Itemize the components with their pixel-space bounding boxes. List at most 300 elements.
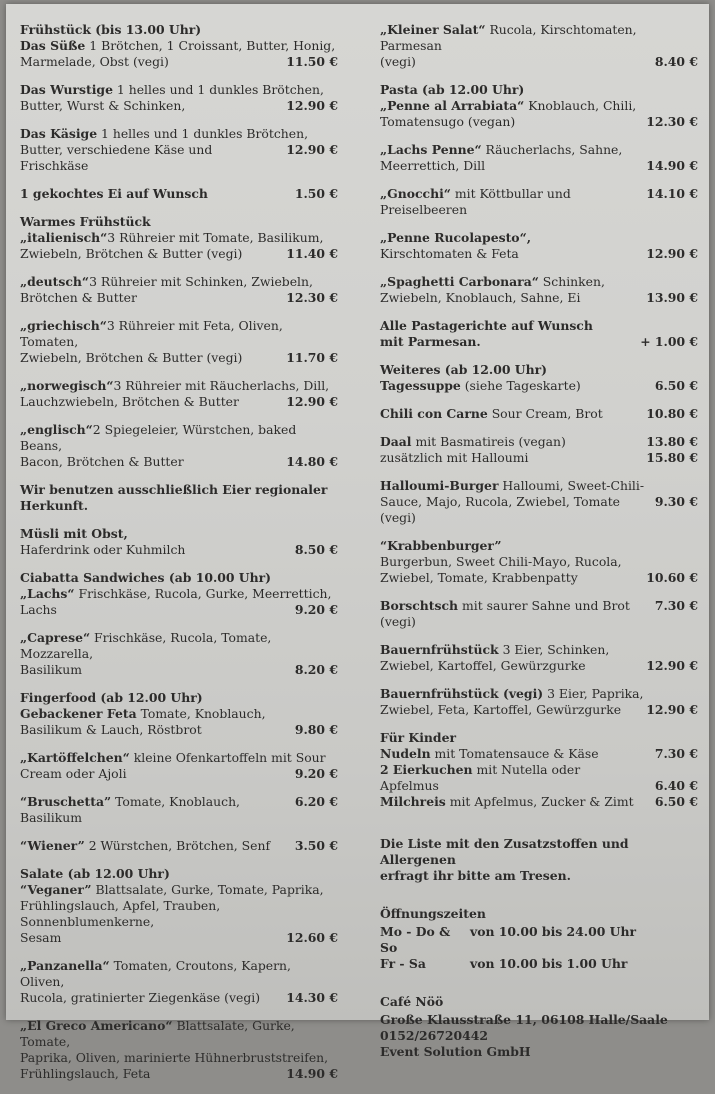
menu-item-name: Gebackener Feta (20, 706, 137, 721)
contact-line: 0152/26720442 (380, 1028, 488, 1043)
menu-item-price: 9.20 € (294, 766, 338, 781)
menu-item-price: 14.30 € (286, 990, 338, 1005)
menu-item-text (20, 318, 338, 350)
menu-item (20, 274, 338, 306)
kids-section (380, 730, 698, 810)
menu-item-name: Borschtsch (380, 598, 459, 613)
menu-item-line (20, 350, 338, 366)
menu-item-price: 7.30 € (654, 746, 698, 761)
menu-item-name: „italienisch“ (20, 230, 108, 245)
menu-item-price: 8.50 € (294, 542, 338, 557)
menu-item-line (20, 246, 338, 262)
menu-item-text (20, 882, 338, 898)
menu-item-desc: Butter, Wurst & Schinken, (20, 98, 186, 113)
menu-item-desc: kleine Ofenkartoffeln mit Sour (129, 750, 326, 765)
menu-item-desc: Tomatensugo (vegan) (380, 114, 516, 129)
menu-item-text (20, 750, 338, 766)
menu-item (20, 750, 338, 782)
menu-item-line (380, 334, 698, 350)
menu-item-text (380, 746, 649, 762)
menu-item-price: 11.40 € (286, 246, 338, 261)
menu-item-desc: Tomate, Knoblauch, Basilikum (20, 794, 240, 825)
menu-item-name: “Bruschetta” (20, 794, 112, 809)
menu-item-desc: Haferdrink oder Kuhmilch (20, 542, 186, 557)
menu-item-name: „Penne al Arrabiata“ (380, 98, 525, 113)
menu-item-desc: Frühlingslauch, Apfel, Trauben, Sonnenblumenkerne, (20, 898, 221, 929)
menu-item-price: 1.50 € (294, 186, 338, 201)
menu-item-line (20, 586, 338, 602)
menu-item-line (20, 378, 338, 394)
menu-item-text (20, 82, 338, 98)
menu-item-desc: Zwiebel, Kartoffel, Gewürzgurke (380, 658, 586, 673)
menu-item-line (380, 794, 698, 810)
menu-item-line (380, 406, 698, 422)
menu-item-line (380, 290, 698, 306)
contact-line: Große Klausstraße 11, 06108 Halle/Saale (380, 1012, 668, 1027)
menu-item-name: “Wiener” (20, 838, 85, 853)
menu-item (380, 230, 698, 262)
menu-item-line (20, 630, 338, 662)
menu-item-text (20, 38, 338, 54)
menu-item-desc: Frischkäse, Rucola, Tomate, Mozzarella, (20, 630, 272, 661)
contact-line: Event Solution GmbH (380, 1044, 531, 1059)
menu-item-line (380, 598, 698, 630)
menu-item-price: 6.50 € (654, 794, 698, 809)
menu-item-desc: mit Apfelmus, Zucker & Zimt (445, 794, 634, 809)
menu-item-price: 6.40 € (654, 778, 698, 793)
menu-item-price: 12.90 € (646, 246, 698, 261)
menu-item-desc: Zwiebeln, Brötchen & Butter (vegi) (20, 350, 243, 365)
menu-item-desc: 2 Würstchen, Brötchen, Senf (84, 838, 271, 853)
menu-item-desc: Basilikum & Lauch, Röstbrot (20, 722, 202, 737)
menu-item (380, 478, 698, 526)
section-heading: Salate (ab 12.00 Uhr) (20, 866, 170, 881)
kids-item (380, 762, 698, 794)
menu-item-name: Nudeln (380, 746, 431, 761)
menu-item-name: Daal (380, 434, 412, 449)
menu-item-desc: (siehe Tageskarte) (460, 378, 581, 393)
menu-item-desc: Frühlingslauch, Feta (20, 1066, 151, 1081)
menu-item-price: 6.20 € (294, 794, 338, 809)
menu-item-line (380, 54, 698, 70)
menu-item-line (380, 570, 698, 586)
menu-item (380, 686, 698, 718)
hours-days: Mo - Do & So (380, 924, 451, 955)
menu-item-line (20, 1066, 338, 1082)
menu-item (380, 142, 698, 174)
menu-item-line (20, 766, 338, 782)
menu-item-text (20, 838, 289, 854)
menu-item-name: Halloumi-Burger (380, 478, 499, 493)
menu-item-price: 10.60 € (646, 570, 698, 585)
menu-item-text (380, 762, 698, 778)
menu-item-desc: mit Basmatireis (vegan) (411, 434, 566, 449)
menu-item-line (20, 882, 338, 898)
menu-item-name: „Lachs Penne“ (380, 142, 482, 157)
menu-item-text (380, 434, 640, 450)
menu-item-name: „Kleiner Salat“ (380, 22, 486, 37)
menu-item-desc: 1 helles und 1 dunkles Brötchen, (112, 82, 324, 97)
section-heading: Warmes Frühstück (20, 214, 151, 229)
menu-item-name: „Gnocchi“ (380, 186, 451, 201)
menu-item-text (380, 406, 640, 422)
menu-item-line (380, 658, 698, 674)
menu-item-name: Müsli mit Obst, (20, 526, 128, 541)
menu-item-desc: mit Köttbullar und Preiselbeeren (380, 186, 571, 217)
menu-item-price: 13.90 € (646, 290, 698, 305)
menu-item-desc: Räucherlachs, Sahne, (481, 142, 623, 157)
menu-item-line (380, 318, 698, 334)
kids-item (380, 746, 698, 762)
hours-title: Öffnungszeiten (380, 906, 486, 921)
menu-item (20, 82, 338, 114)
menu-page (6, 4, 709, 1081)
menu-item (380, 598, 698, 630)
menu-item-line (380, 434, 698, 450)
menu-item-text (20, 706, 338, 722)
menu-item-price: 11.70 € (286, 350, 338, 365)
menu-item-desc: Bacon, Brötchen & Butter (20, 454, 184, 469)
menu-item-price: 3.50 € (294, 838, 338, 853)
menu-item-desc: 3 Rühreier mit Schinken, Zwiebeln, (89, 274, 313, 289)
menu-item-text (20, 586, 338, 602)
hours-days: Fr - Sa (380, 956, 426, 971)
hours-row (380, 956, 698, 972)
menu-item (380, 434, 698, 466)
menu-item-line (20, 526, 338, 542)
menu-item-price: 9.30 € (654, 494, 698, 509)
menu-item-line (380, 22, 698, 54)
menu-item-desc: 3 Rühreier mit Tomate, Basilikum, (107, 230, 324, 245)
menu-item (20, 838, 338, 854)
menu-item (380, 642, 698, 674)
menu-item-line (20, 98, 338, 114)
menu-item-text (380, 22, 698, 54)
menu-item (20, 230, 338, 262)
menu-item-name: Bauernfrühstück (vegi) (380, 686, 544, 701)
menu-item (20, 706, 338, 738)
menu-item-desc: zusätzlich mit Halloumi (380, 450, 529, 465)
menu-item (20, 318, 338, 366)
menu-item (380, 186, 698, 218)
menu-item (380, 378, 698, 394)
menu-item-text (380, 598, 649, 630)
menu-item-line (20, 38, 338, 54)
kids-item (380, 794, 698, 810)
menu-item (20, 378, 338, 410)
menu-item-price: 14.80 € (286, 454, 338, 469)
contact-line: Café Nöö (380, 994, 444, 1009)
menu-item-price: 12.90 € (286, 394, 338, 409)
menu-item-text (20, 958, 338, 990)
menu-item-price: 7.30 € (654, 598, 698, 613)
menu-item-desc: Rucola, gratinierter Ziegenkäse (vegi) (20, 990, 261, 1005)
menu-item-desc: 1 Brötchen, 1 Croissant, Butter, Honig, (85, 38, 336, 53)
menu-item-text (380, 98, 698, 114)
menu-item-desc: Sauce, Majo, Rucola, Zwiebel, Tomate (vegi) (380, 494, 621, 525)
menu-item-desc: Halloumi, Sweet-Chili- (498, 478, 645, 493)
menu-item-price: 12.90 € (286, 142, 338, 157)
menu-item-line (20, 722, 338, 738)
section-heading: Frühstück (bis 13.00 Uhr) (20, 22, 202, 37)
menu-item-name: „griechisch“ (20, 318, 107, 333)
menu-item-line (20, 958, 338, 990)
menu-item-line (20, 422, 338, 454)
menu-footer (380, 836, 698, 1060)
menu-item-desc: Blattsalate, Gurke, Tomate, Paprika, (91, 882, 324, 897)
menu-item-price: 9.20 € (294, 602, 338, 617)
section-heading: Weiteres (ab 12.00 Uhr) (380, 362, 547, 377)
menu-item-line (20, 290, 338, 306)
menu-item-desc: (vegi) (380, 54, 416, 69)
menu-item-desc: Zwiebel, Feta, Kartoffel, Gewürzgurke (380, 702, 622, 717)
menu-item (20, 422, 338, 470)
hours-row (380, 924, 698, 956)
menu-item-line (380, 554, 698, 570)
menu-item (20, 1018, 338, 1082)
menu-item-text (20, 274, 338, 290)
menu-item-name: „deutsch“ (20, 274, 90, 289)
menu-item-desc: Paprika, Oliven, marinierte Hühnerbruststreifen, (20, 1050, 329, 1065)
menu-item (380, 318, 698, 350)
menu-column-left (20, 22, 338, 1094)
hours-time: von 10.00 bis 1.00 Uhr (470, 956, 628, 971)
menu-item-text (20, 378, 338, 394)
menu-item-name: Das Wurstige (20, 82, 113, 97)
hours-time: von 10.00 bis 24.00 Uhr (470, 924, 637, 939)
menu-item-name: „Panzanella“ (20, 958, 110, 973)
menu-item-line (380, 778, 698, 794)
menu-item-desc: Basilikum (20, 662, 82, 677)
menu-item (20, 38, 338, 70)
menu-item-desc: Blattsalate, Gurke, Tomate, (20, 1018, 295, 1049)
menu-item-name: Bauernfrühstück (380, 642, 499, 657)
menu-item-line (380, 98, 698, 114)
menu-item-desc: Tomaten, Croutons, Kapern, Oliven, (20, 958, 291, 989)
menu-item-text (380, 318, 698, 334)
menu-item-desc: Lauchzwiebeln, Brötchen & Butter (20, 394, 239, 409)
menu-item-desc: mit saurer Sahne und Brot (vegi) (380, 598, 630, 629)
menu-item-desc: Knoblauch, Chili, (524, 98, 637, 113)
menu-item-line (20, 274, 338, 290)
menu-item-line (20, 794, 338, 826)
menu-item-price: 12.30 € (286, 290, 338, 305)
menu-item-text (380, 538, 698, 554)
menu-item-name: „norwegisch“ (20, 378, 114, 393)
menu-item (20, 630, 338, 678)
menu-item-name: 2 Eierkuchen (380, 762, 473, 777)
menu-item (20, 126, 338, 174)
menu-item-line (380, 142, 698, 158)
menu-item-desc: Butter, verschiedene Käse und Frischkäse (20, 142, 213, 173)
menu-item (20, 958, 338, 1006)
menu-item-line (380, 186, 698, 218)
menu-item-text (380, 478, 698, 494)
menu-item-desc: 1 helles und 1 dunkles Brötchen, (97, 126, 309, 141)
menu-item-line (380, 450, 698, 466)
menu-item-line (380, 538, 698, 554)
menu-item-name: 1 gekochtes Ei auf Wunsch (20, 186, 208, 201)
menu-item-text (380, 378, 649, 394)
menu-item-desc: Apfelmus (380, 778, 439, 793)
menu-item-line (20, 318, 338, 350)
menu-note: Wir benutzen ausschließlich Eier regionaler Herkunft. (20, 482, 328, 513)
menu-item-desc: mit Nutella oder (472, 762, 581, 777)
menu-item-desc: 2 Spiegeleier, Würstchen, baked Beans, (20, 422, 297, 453)
menu-item-line (20, 82, 338, 98)
menu-item-desc: Sesam (20, 930, 62, 945)
menu-item-text (20, 422, 338, 454)
menu-item-line (380, 746, 698, 762)
menu-item-line (20, 838, 338, 854)
menu-item (380, 538, 698, 586)
menu-item-desc: mit Parmesan. (380, 334, 481, 349)
menu-item-line (380, 702, 698, 718)
menu-item-name: „Kartöffelchen“ (20, 750, 130, 765)
menu-item-name: Das Käsige (20, 126, 98, 141)
menu-item-line (20, 230, 338, 246)
menu-item-desc: Burgerbun, Sweet Chili-Mayo, Rucola, (380, 554, 622, 569)
menu-item (380, 22, 698, 70)
menu-item-text (20, 526, 338, 542)
menu-item-line (20, 602, 338, 618)
menu-item-name: “Krabbenburger” (380, 538, 502, 553)
menu-item-name: „Lachs“ (20, 586, 75, 601)
menu-item-price: 12.90 € (646, 702, 698, 717)
menu-item-price: + 1.00 € (640, 334, 698, 349)
menu-item-price: 8.20 € (294, 662, 338, 677)
menu-item-name: „Penne Rucolapesto“, (380, 230, 532, 245)
menu-item (20, 186, 338, 202)
menu-item-price: 14.90 € (286, 1066, 338, 1081)
menu-item (20, 882, 338, 946)
menu-item-line (380, 274, 698, 290)
kids-title: Für Kinder (380, 730, 456, 745)
menu-item-line (20, 898, 338, 930)
menu-item (380, 274, 698, 306)
menu-item-desc: Zwiebel, Tomate, Krabbenpatty (380, 570, 578, 585)
menu-item-price: 12.90 € (286, 98, 338, 113)
menu-item (380, 98, 698, 130)
section-heading: Fingerfood (ab 12.00 Uhr) (20, 690, 203, 705)
menu-item-line (20, 990, 338, 1006)
menu-item-price: 9.80 € (294, 722, 338, 737)
menu-item-line (20, 706, 338, 722)
menu-item-text (20, 126, 338, 142)
menu-item-desc: mit Tomatensauce & Käse (430, 746, 599, 761)
menu-item-desc: Rucola, Kirschtomaten, Parmesan (380, 22, 637, 53)
menu-item-line (380, 642, 698, 658)
menu-item-line (20, 930, 338, 946)
menu-item-desc: Sour Cream, Brot (487, 406, 603, 421)
menu-item-line (20, 1018, 338, 1050)
menu-item (20, 794, 338, 826)
menu-item-price: 8.40 € (654, 54, 698, 69)
menu-item-desc: Tomate, Knoblauch, (136, 706, 266, 721)
menu-item-line (380, 478, 698, 494)
menu-item-line (380, 494, 698, 526)
menu-item-line (380, 686, 698, 702)
menu-item-desc: Brötchen & Butter (20, 290, 137, 305)
menu-item-name: Das Süße (20, 38, 86, 53)
menu-item-price: 15.80 € (646, 450, 698, 465)
menu-item-name: Alle Pastagerichte auf Wunsch (380, 318, 593, 333)
menu-item-desc: 3 Rühreier mit Feta, Oliven, Tomaten, (20, 318, 283, 349)
menu-item-line (20, 1050, 338, 1066)
menu-item-desc: Frischkäse, Rucola, Gurke, Meerrettich, (74, 586, 332, 601)
menu-item-desc: 3 Eier, Paprika, (543, 686, 644, 701)
menu-item-line (20, 662, 338, 678)
allergen-note-line: erfragt ihr bitte am Tresen. (380, 868, 571, 883)
menu-item-text (380, 274, 698, 290)
menu-item-name: Milchreis (380, 794, 446, 809)
menu-item-text (380, 186, 640, 218)
menu-item-price: 12.30 € (646, 114, 698, 129)
menu-column-right (380, 22, 698, 1060)
menu-item-text (380, 142, 698, 158)
menu-item-name: Chili con Carne (380, 406, 488, 421)
menu-item-price: 12.60 € (286, 930, 338, 945)
menu-item-line (20, 54, 338, 70)
menu-item-text (20, 230, 338, 246)
menu-item-name: “Veganer” (20, 882, 92, 897)
menu-item-desc: Kirschtomaten & Feta (380, 246, 519, 261)
menu-item-desc: Meerrettich, Dill (380, 158, 486, 173)
menu-item-text (20, 630, 338, 662)
menu-item (20, 526, 338, 558)
menu-item-desc: Cream oder Ajoli (20, 766, 127, 781)
menu-item-line (20, 454, 338, 470)
section-heading: Pasta (ab 12.00 Uhr) (380, 82, 525, 97)
menu-item-line (380, 114, 698, 130)
menu-item-line (380, 230, 698, 246)
menu-item (380, 406, 698, 422)
menu-item-price: 10.80 € (646, 406, 698, 421)
menu-item-desc: Schinken, (538, 274, 605, 289)
menu-item-name: „El Greco Americano“ (20, 1018, 173, 1033)
menu-item-name: „Spaghetti Carbonara“ (380, 274, 539, 289)
menu-item-text (20, 186, 289, 202)
menu-item-price: 13.80 € (646, 434, 698, 449)
menu-item-line (380, 378, 698, 394)
menu-item-desc: Zwiebeln, Knoblauch, Sahne, Ei (380, 290, 581, 305)
menu-item-name: „englisch“ (20, 422, 93, 437)
menu-item-desc: 3 Eier, Schinken, (498, 642, 610, 657)
menu-item-price: 11.50 € (286, 54, 338, 69)
menu-item-desc: Lachs (20, 602, 57, 617)
menu-item-price: 14.10 € (646, 186, 698, 201)
menu-item-text (20, 1018, 338, 1050)
menu-item-line (380, 246, 698, 262)
menu-item-line (20, 542, 338, 558)
menu-item-line (20, 126, 338, 142)
menu-item-line (20, 142, 338, 174)
menu-item-price: 6.50 € (654, 378, 698, 393)
allergen-note-line: Die Liste mit den Zusatzstoffen und Allergenen (380, 836, 629, 867)
menu-item-text (380, 686, 698, 702)
menu-item-line (20, 186, 338, 202)
menu-item-desc: 3 Rühreier mit Räucherlachs, Dill, (113, 378, 330, 393)
menu-item-text (20, 794, 289, 826)
menu-item-name: Tagessuppe (380, 378, 461, 393)
menu-item-price: 14.90 € (646, 158, 698, 173)
menu-item-line (380, 762, 698, 778)
menu-item-text (380, 230, 698, 246)
menu-item-desc: Marmelade, Obst (vegi) (20, 54, 169, 69)
menu-item-price: 12.90 € (646, 658, 698, 673)
section-heading: Ciabatta Sandwiches (ab 10.00 Uhr) (20, 570, 272, 585)
menu-item-line (380, 158, 698, 174)
